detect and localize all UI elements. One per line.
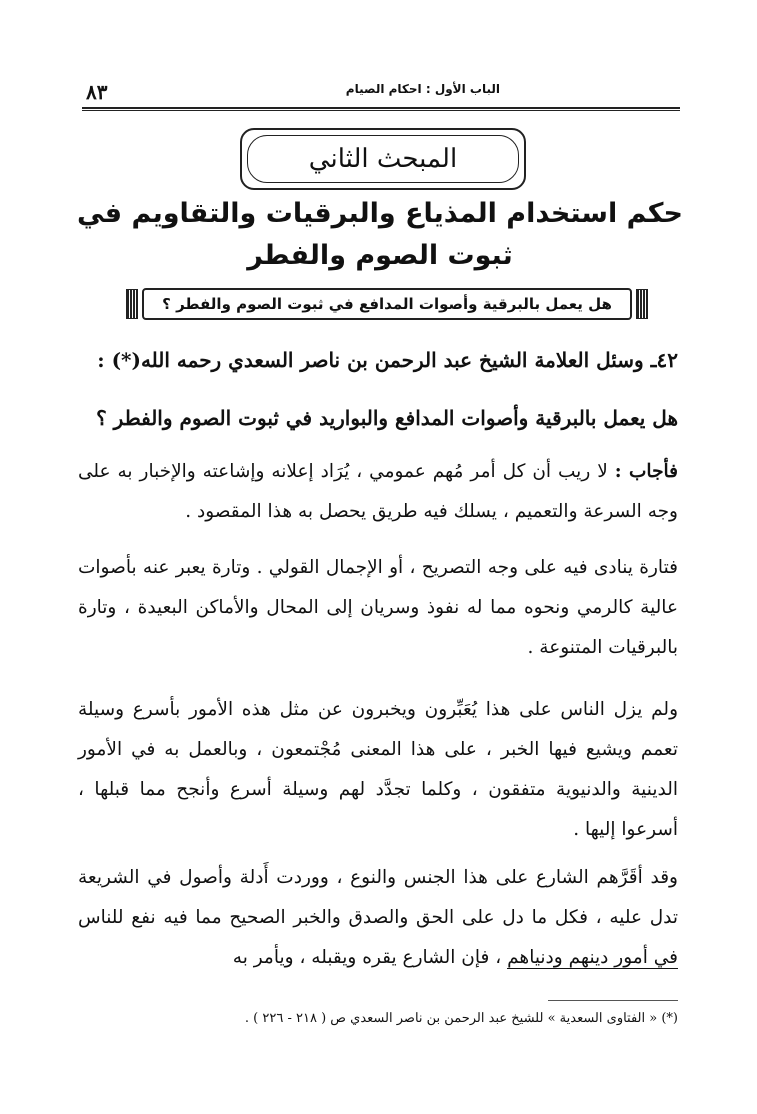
paragraph-4 [78,858,678,984]
answer-text: لا ريب أن كل أمر مُهم عمومي ، يُرَاد إعلانه وإشاعته والإخبار به على وجه السرعة والتعميم ، يسلك فيه طريق يحصل به هذا المقصود . [78,461,678,522]
running-header [82,82,680,104]
header-rule [82,107,680,111]
paragraph-2: فتارة ينادى فيه على وجه التصريح ، أو الإجمال القولي . وتارة يعبر عنه بأصوات عالية كالرمي ونحوه مما له نفوذ وسريان إلى المحال والأماكن البعيدة ، وتارة بالبرقيات المتنوعة . [78,557,678,658]
paragraph-4-end: ، فإن الشارع يقره ويقبله ، ويأمر به [232,947,502,968]
footnote: (*) « الفتاوى السعدية » للشيخ عبد الرحمن بن ناصر السعدي ص ( ٢١٨ - ٢٢٦ ) . [244,1011,678,1026]
banner-ornament-left [126,289,138,319]
running-title: الباب الأول : احكام الصيام [345,82,500,96]
chapter-title-line-2: ثبوت الصوم والفطر [247,240,513,271]
paragraph-4-start: وقد أقَرَّهم الشارع على هذا الجنس والنوع ، ووردت أَدلة وأصول في الشريعة تدل عليه ، فكل ما دل على الحق والصدق والخبر الصحيح مما فيه نفع للناس [78,867,678,928]
answer-paragraph [78,452,678,542]
banner-ornament-right [636,289,648,319]
section-label: المبحث الثاني [308,144,458,174]
question-banner-text: هل يعمل بالبرقية وأصوات المدافع في ثبوت الصوم والفطر ؟ [142,288,632,320]
question-banner [126,287,648,321]
footnote-rule [548,1000,678,1001]
question-line-1: ٤٢ـ وسئل العلامة الشيخ عبد الرحمن بن ناصر السعدي رحمه الله(*) : [97,348,678,372]
paragraph-3: ولم يزل الناس على هذا يُعَبِّرون ويخبرون عن مثل هذه الأمور بأسرع وسيلة تعمم ويشيع فيها الخبر ، على هذا المعنى مُجْتمعون ، وبالعمل به في الأمور الدينية والدنيوية متفقون ، وكلما تجدَّد لهم وسيلة أسرع وأنجح مما قبلها ، أسرعوا إليها . [78,699,678,840]
section-frame [240,128,526,190]
chapter-title-line-1: حكم استخدام المذياع والبرقيات والتقاويم في [77,198,683,229]
answer-lead: فأجاب : [614,461,678,482]
page-number: ٨٣ [86,80,108,104]
question-line-2: هل يعمل بالبرقية وأصوات المدافع والبواريد في ثبوت الصوم والفطر ؟ [96,406,678,430]
paragraph-4-underlined: في أمور دينهم ودنياهم [507,947,678,968]
